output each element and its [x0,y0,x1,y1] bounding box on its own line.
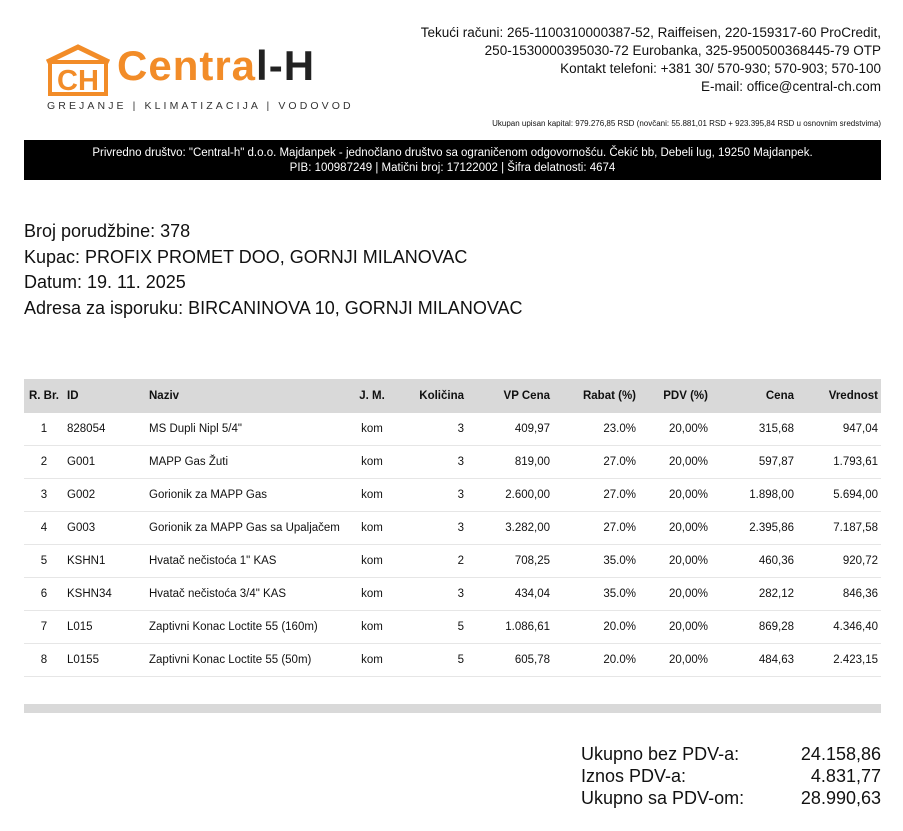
cell-kolicina: 5 [395,611,467,644]
cell-pdv: 20,00% [639,578,711,611]
cell-rabat: 20.0% [553,644,639,677]
table-footer-bar [24,704,881,713]
cell-naziv: Hvatač nečistoća 3/4" KAS [146,578,349,611]
phone-numbers: Kontakt telefoni: +381 30/ 570-930; 570-903; 570-100 [560,61,881,76]
cell-rabat: 35.0% [553,578,639,611]
company-info-bar [24,140,881,180]
items-table [24,379,881,677]
table-row [24,545,881,578]
company-info-line-2: PIB: 100987249 | Matični broj: 17122002 | Šifra delatnosti: 4674 [289,162,616,174]
cell-vrednost: 4.346,40 [797,611,881,644]
cell-kolicina: 3 [395,512,467,545]
cell-pdv: 20,00% [639,611,711,644]
col-header-jm: J. M. [359,390,385,402]
cell-vp-cena: 819,00 [467,446,553,479]
cell-vp-cena: 434,04 [467,578,553,611]
cell-rabat: 35.0% [553,545,639,578]
cell-pdv: 20,00% [639,413,711,446]
brand-name [117,42,315,90]
total-without-vat-row [581,743,881,765]
col-header-kolicina: Količina [419,390,464,402]
table-row [24,479,881,512]
cell-rabat: 20.0% [553,611,639,644]
customer: Kupac: PROFIX PROMET DOO, GORNJI MILANOVAC [24,246,468,267]
col-header-vrednost: Vrednost [828,390,878,402]
col-header-naziv: Naziv [149,390,180,402]
cell-naziv: MAPP Gas Žuti [146,446,349,479]
cell-naziv: Gorionik za MAPP Gas sa Upaljačem [146,512,349,545]
cell-vrednost: 5.694,00 [797,479,881,512]
cell-cena: 1.898,00 [711,479,797,512]
order-info [24,219,523,321]
col-header-cena: Cena [765,390,794,402]
table-row [24,644,881,677]
cell-jm: kom [349,413,395,446]
cell-cena: 460,36 [711,545,797,578]
cell-vp-cena: 2.600,00 [467,479,553,512]
cell-id: G002 [64,479,146,512]
cell-pdv: 20,00% [639,479,711,512]
cell-vp-cena: 605,78 [467,644,553,677]
cell-rbr: 8 [24,644,64,677]
table-row [24,512,881,545]
cell-rbr: 2 [24,446,64,479]
cell-kolicina: 2 [395,545,467,578]
cell-vp-cena: 708,25 [467,545,553,578]
cell-id: KSHN1 [64,545,146,578]
cell-cena: 282,12 [711,578,797,611]
cell-pdv: 20,00% [639,545,711,578]
cell-cena: 2.395,86 [711,512,797,545]
cell-id: L015 [64,611,146,644]
bank-accounts-line-1: Tekući računi: 265-1100310000387-52, Raiffeisen, 220-159317-60 ProCredit, [420,25,881,40]
cell-vrednost: 7.187,58 [797,512,881,545]
contact-info [421,24,881,96]
cell-rbr: 7 [24,611,64,644]
cell-rbr: 3 [24,479,64,512]
cell-kolicina: 3 [395,413,467,446]
house-logo-icon [44,44,112,96]
cell-id: G003 [64,512,146,545]
total-without-vat-value: 24.158,86 [800,744,881,764]
vat-amount-value: 4.831,77 [810,766,881,786]
cell-jm: kom [349,512,395,545]
cell-kolicina: 3 [395,446,467,479]
cell-id: KSHN34 [64,578,146,611]
cell-jm: kom [349,578,395,611]
cell-rabat: 23.0% [553,413,639,446]
cell-vrednost: 846,36 [797,578,881,611]
cell-rbr: 1 [24,413,64,446]
cell-jm: kom [349,644,395,677]
email: E-mail: office@central-ch.com [700,79,881,94]
cell-jm: kom [349,545,395,578]
vat-amount-row [581,765,881,787]
cell-naziv: Zaptivni Konac Loctite 55 (160m) [146,611,349,644]
cell-vrednost: 920,72 [797,545,881,578]
table-row [24,578,881,611]
cell-cena: 597,87 [711,446,797,479]
capital-note: Ukupan upisan kapital: 979.276,85 RSD (novčani: 55.881,01 RSD + 923.395,84 RSD u osnovnim sredstvima) [492,119,881,128]
col-header-id: ID [67,390,79,402]
total-with-vat-value: 28.990,63 [800,788,881,808]
cell-vp-cena: 3.282,00 [467,512,553,545]
cell-naziv: Zaptivni Konac Loctite 55 (50m) [146,644,349,677]
cell-pdv: 20,00% [639,512,711,545]
order-date: Datum: 19. 11. 2025 [24,272,186,292]
total-without-vat-label: Ukupno bez PDV-a: [581,744,740,764]
cell-rabat: 27.0% [553,512,639,545]
cell-vp-cena: 1.086,61 [467,611,553,644]
cell-id: G001 [64,446,146,479]
table-row [24,413,881,446]
cell-vp-cena: 409,97 [467,413,553,446]
cell-naziv: Gorionik za MAPP Gas [146,479,349,512]
cell-cena: 484,63 [711,644,797,677]
cell-vrednost: 2.423,15 [797,644,881,677]
cell-id: 828054 [64,413,146,446]
company-logo [44,42,354,116]
cell-id: L0155 [64,644,146,677]
col-header-vp-cena: VP Cena [503,390,550,402]
brand-name-part2: l-H [256,42,316,89]
cell-naziv: MS Dupli Nipl 5/4" [146,413,349,446]
delivery-address: Adresa za isporuku: BIRCANINOVA 10, GORNJI MILANOVAC [24,297,523,318]
table-row [24,611,881,644]
cell-naziv: Hvatač nečistoća 1" KAS [146,545,349,578]
cell-vrednost: 1.793,61 [797,446,881,479]
bank-accounts-line-2: 250-1530000395030-72 Eurobanka, 325-9500500368445-79 OTP [484,43,881,58]
cell-rbr: 5 [24,545,64,578]
cell-rabat: 27.0% [553,479,639,512]
cell-rbr: 6 [24,578,64,611]
col-header-rbr: R. Br. [28,390,60,402]
cell-rbr: 4 [24,512,64,545]
cell-cena: 869,28 [711,611,797,644]
totals [581,743,881,809]
cell-cena: 315,68 [711,413,797,446]
cell-vrednost: 947,04 [797,413,881,446]
vat-amount-label: Iznos PDV-a: [581,766,687,786]
col-header-pdv: PDV (%) [663,390,708,402]
cell-jm: kom [349,479,395,512]
table-row [24,446,881,479]
brand-tagline: GREJANJE | KLIMATIZACIJA | VODOVOD [47,100,354,112]
brand-name-part1: Centra [117,42,257,89]
order-number: Broj porudžbine: 378 [24,221,191,241]
cell-pdv: 20,00% [639,446,711,479]
company-info-line-1: Privredno društvo: "Central-h" d.o.o. Majdanpek - jednočlano društvo sa ograničenom odgovornošću. Čekić bb, Debeli lug, 19250 Majdanpek. [92,147,813,159]
cell-jm: kom [349,446,395,479]
cell-kolicina: 3 [395,578,467,611]
cell-rabat: 27.0% [553,446,639,479]
cell-jm: kom [349,611,395,644]
table-header-row [24,379,881,413]
logo-mark: CH [57,65,99,96]
cell-kolicina: 3 [395,479,467,512]
total-with-vat-row [581,787,881,809]
cell-kolicina: 5 [395,644,467,677]
total-with-vat-label: Ukupno sa PDV-om: [581,788,745,808]
cell-pdv: 20,00% [639,644,711,677]
col-header-rabat: Rabat (%) [582,390,636,402]
